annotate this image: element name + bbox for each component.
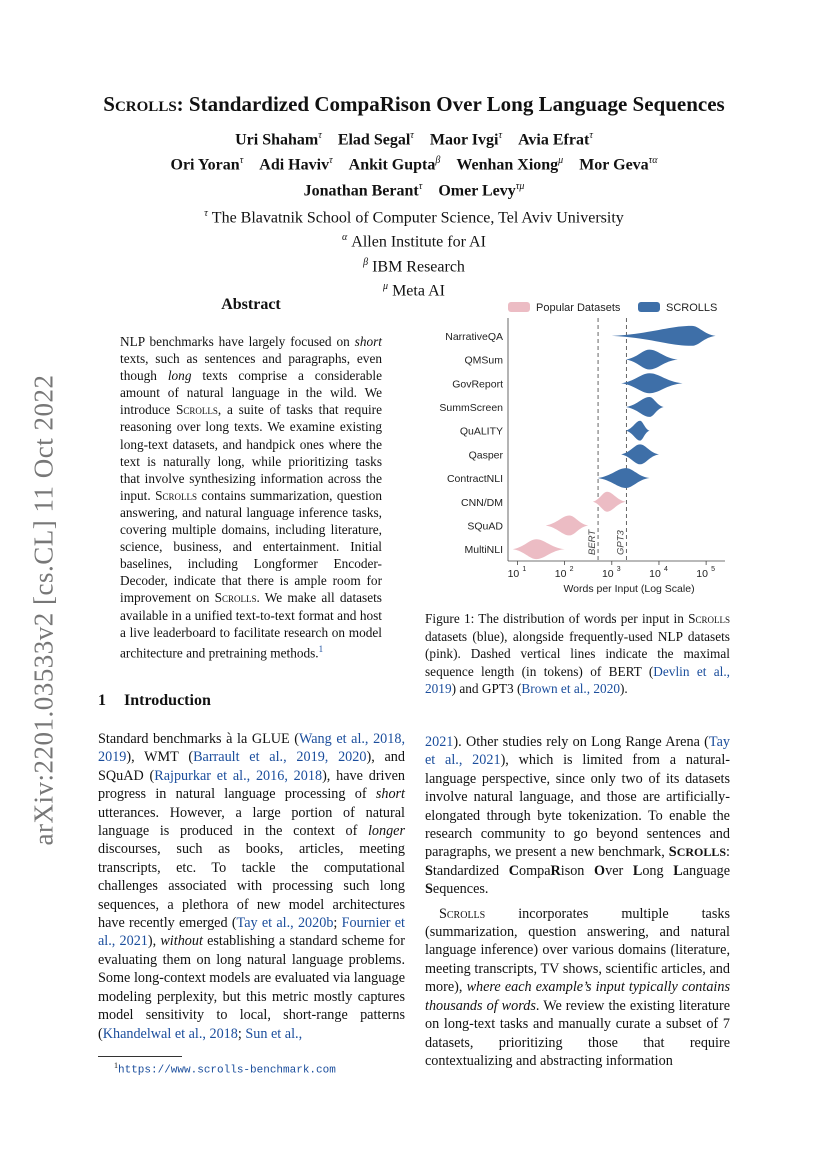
author-affiliation-mark: τ [589, 130, 593, 141]
citation-link[interactable]: Tay et al., 2021 [425, 734, 730, 769]
author-line-1 [60, 125, 768, 150]
citation-link[interactable]: Brown et al., 2020 [521, 681, 620, 697]
author-affiliation-mark: τ [318, 130, 322, 141]
violin-summscreen [626, 397, 664, 417]
body-text: ), [147, 933, 161, 950]
author: Wenhan Xiong [456, 156, 559, 174]
citation-link[interactable]: Tay et al., 2020b [236, 915, 334, 932]
body-text: equences. [432, 881, 489, 898]
abstract-text: , a suite of tasks that require reasoning over long texts. We examine existing long-text datasets, and handpick ones where the text is naturally long, while prioritizing tasks that involve synthesizing information across the input. [120, 402, 382, 503]
legend-swatch-scrolls [638, 302, 660, 312]
citation-link[interactable]: Barrault et al., 2019, 2020 [193, 749, 367, 766]
y-tick-label: ContractNLI [446, 473, 503, 486]
violin-quality [626, 421, 650, 441]
plot-area [439, 318, 725, 580]
y-tick-label: GovReport [452, 378, 503, 391]
section-title: Introduction [124, 692, 211, 709]
footnote-mark: 1 [114, 1061, 118, 1070]
caption-text: The distribution of words per input in [474, 611, 689, 626]
affiliation-name: Allen Institute for AI [351, 233, 486, 251]
author-line-2 [60, 150, 768, 175]
body-text: ong [642, 862, 674, 879]
x-tick-exponent: 1 [522, 566, 527, 573]
body-emphasis: longer [367, 823, 405, 840]
body-text: anguage [682, 862, 731, 879]
citation-link[interactable]: Rajpurkar et al., 2016, 2018 [154, 767, 323, 784]
x-tick-exponent: 2 [569, 566, 574, 573]
x-tick-label: 10 [696, 568, 708, 580]
section-number: 1 [98, 692, 106, 709]
y-tick-label: NarrativeQA [445, 330, 503, 343]
author-line-3 [60, 176, 768, 201]
body-text: ver [605, 862, 633, 879]
author: Ankit Gupta [348, 156, 436, 174]
body-text: incorporates multiple tasks (summarization, question answering, and natural language inference) over various domains (literature, meeting transcripts, TV shows, scientific articles, and more), [425, 905, 730, 996]
author-affiliation-mark: τα [648, 155, 658, 167]
citation-link[interactable]: 2021 [425, 734, 454, 750]
affiliation [60, 253, 768, 277]
author-affiliation-mark: τ [239, 155, 244, 167]
footnote-link[interactable]: 1 [318, 643, 324, 654]
abstract-text: NLP benchmarks have largely focused on [120, 334, 355, 349]
body-text: ; [237, 1025, 246, 1042]
intro-column-right [425, 733, 730, 1070]
abstract-emphasis: long [167, 368, 192, 384]
caption-text: ). [620, 681, 628, 697]
paragraph [425, 733, 730, 899]
body-text: ison [560, 862, 595, 879]
footnote-rule [98, 1056, 182, 1057]
arxiv-identifier: arXiv:2201.03533v2 [cs.CL] 11 Oct 2022 [28, 374, 59, 846]
abstract-body [120, 333, 382, 661]
legend-swatch-popular [508, 302, 530, 312]
body-text: ), have driven progress in natural language processing of [98, 767, 405, 803]
scrolls-name: Scrolls [688, 611, 731, 626]
affiliation-name: The Blavatnik School of Computer Science, Tel Aviv University [211, 209, 624, 227]
violin-contractnli [598, 468, 650, 488]
body-emphasis: short [375, 786, 405, 803]
author: Elad Segal [337, 131, 411, 149]
reference-label-bert: BERT [587, 529, 599, 555]
body-text: ). Other studies rely on Long Range Arena ( [453, 734, 709, 750]
body-text: ), WMT ( [126, 749, 194, 766]
acronym-letter: L [673, 862, 683, 879]
scrolls-name: Scrolls [155, 487, 197, 503]
legend-label-popular: Popular Datasets [536, 302, 621, 314]
author: Jonathan Berant [303, 181, 419, 199]
affiliation-list [60, 204, 768, 301]
y-tick-label: CNN/DM [461, 496, 503, 509]
arxiv-sidebar [14, 360, 74, 860]
violin-multinli [513, 539, 565, 559]
body-text: establishing a standard scheme for evaluating them on long natural language problems. Some long-context models are evaluated via language modeling perplexity, but this metric mostly captures model sensitivity to local, short-range patterns ( [98, 933, 405, 1042]
abstract-emphasis: short [354, 334, 382, 349]
author: Mor Geva [579, 156, 649, 174]
author: Omer Levy [438, 181, 516, 199]
paragraph [425, 905, 730, 1071]
affiliation-mark: τ [204, 208, 208, 219]
author-affiliation-mark: τ [498, 130, 503, 141]
abstract-text: contains summarization, question answering, and natural language inference tasks, covering multiple domains, including literature, science, business, and entertainment. Initial baselines, including Longformer Encoder-Decoder, indicate that there is ample room for improvement on [120, 487, 382, 606]
body-text: ; [333, 915, 342, 932]
citation-link[interactable]: Sun et al., [245, 1025, 303, 1042]
violin-govreport [621, 373, 682, 393]
acronym-letter: O [594, 862, 606, 879]
caption-text: datasets (blue), alongside frequently-used NLP datasets (pink). Dashed vertical lines indicate the maximal sequence length (in tokens) of BERT ( [425, 628, 730, 679]
legend-label-scrolls: SCROLLS [666, 302, 718, 314]
affiliation [60, 204, 768, 228]
x-tick-exponent: 5 [711, 566, 716, 573]
acronym-letter: R [550, 862, 561, 879]
x-tick-label: 10 [649, 568, 661, 580]
author: Adi Haviv [259, 156, 330, 174]
intro-column-left [98, 730, 405, 1043]
x-axis-label: Words per Input (Log Scale) [563, 583, 695, 595]
footnote [114, 1061, 336, 1077]
body-text: : [726, 844, 730, 861]
abstract-text: texts comprise a considerable amount of natural language in the wild. We introduce [120, 368, 383, 418]
body-text: utterances. However, a large portion of natural language is produced in the context of [98, 804, 405, 840]
body-text: ompa [518, 862, 551, 879]
caption-label: Figure 1: [425, 611, 475, 626]
violin-qmsum [626, 350, 678, 370]
scrolls-name: Scrolls [175, 402, 218, 418]
x-tick-label: 10 [601, 568, 614, 580]
title-scrolls: Scrolls [103, 92, 177, 116]
footnote-url-link[interactable]: https://www.scrolls-benchmark.com [118, 1064, 336, 1077]
author: Maor Ivgi [429, 131, 499, 149]
paper-title [60, 92, 768, 117]
figure-1 [420, 293, 740, 598]
author-affiliation-mark: τμ [515, 180, 525, 192]
abstract-text: . We make all datasets available in a unified text-to-text format and host a live leaderboard to facilitate research on model architecture and pretraining methods. [120, 590, 382, 661]
violin-squad [546, 515, 588, 535]
scrolls-name: Scrolls [214, 590, 257, 606]
author-affiliation-mark: τ [410, 130, 414, 141]
acronym-letter: L [632, 862, 643, 879]
figure-caption [425, 610, 730, 698]
author-affiliation-mark: τ [329, 155, 333, 167]
y-tick-label: SQuAD [467, 520, 503, 533]
body-text: tandardized [432, 862, 509, 879]
acronym-letter: C [508, 862, 519, 879]
abstract-text: texts, such as sentences and paragraphs, even though [120, 351, 382, 384]
y-tick-label: Qasper [468, 449, 503, 462]
citation-link[interactable]: Khandelwal et al., 2018 [102, 1025, 238, 1042]
affiliation [60, 228, 768, 252]
section-heading [98, 692, 211, 710]
affiliation-mark: α [342, 232, 348, 244]
acronym-rest: CROLLS [676, 845, 727, 860]
acronym-letter: S [425, 881, 433, 898]
y-tick-label: QMSum [464, 354, 503, 367]
x-tick-label: 10 [507, 568, 520, 580]
body-emphasis: without [160, 933, 203, 950]
body-text: . We review the existing literature on long-text tasks and manually curate a subset of 7 datasets, prioritizing those that require contextualizing and abstracting information [425, 997, 731, 1069]
author-affiliation-mark: τ [418, 180, 423, 192]
body-emphasis: where each example’s input typically contains thousands of words [425, 979, 730, 1014]
y-tick-label: SummScreen [439, 401, 503, 414]
author-list [60, 125, 768, 201]
affiliation-name: IBM Research [372, 257, 465, 275]
violin-chart [420, 293, 740, 598]
body-text: Standard benchmarks à la GLUE ( [98, 731, 299, 747]
x-tick-label: 10 [554, 568, 567, 580]
x-tick-exponent: 3 [616, 566, 621, 573]
x-tick-exponent: 4 [663, 566, 668, 573]
violin-narrativeqa [612, 326, 716, 346]
citation-link[interactable]: Wang et al., 2018, 2019 [98, 731, 405, 766]
caption-text: ) and GPT3 ( [451, 681, 522, 697]
author: Uri Shaham [235, 131, 319, 149]
author: Avia Efrat [518, 131, 590, 149]
affiliation-mark: β [363, 256, 369, 268]
reference-label-gpt3: GPT3 [615, 530, 627, 555]
affiliation-name: Meta AI [392, 282, 445, 300]
citation-link[interactable]: Devlin et al., 2019 [425, 663, 730, 697]
abstract-heading: Abstract [221, 296, 281, 313]
author-affiliation-mark: β [435, 155, 441, 167]
y-tick-label: QuALITY [459, 425, 503, 438]
author: Ori Yoran [170, 156, 240, 174]
scrolls-name: Scrolls [439, 905, 486, 922]
title-rest: : Standardized CompaRison Over Long Language Sequences [176, 92, 725, 116]
body-text: ), which is limited from a natural-language perspective, since only two of its datasets involve natural language, and those are artificially-elongated through byte tokenization. To enable the research community to go beyond sentences and paragraphs, we present a new benchmark, [425, 752, 730, 861]
y-tick-label: MultiNLI [464, 544, 503, 557]
citation-link[interactable]: Fournier et al., 2021 [98, 915, 405, 950]
chart-legend [508, 302, 717, 314]
author-affiliation-mark: μ [558, 155, 564, 167]
acronym-letter: S [425, 862, 433, 879]
affiliation-mark: μ [383, 280, 389, 292]
body-text: ), and SQuAD ( [98, 749, 405, 784]
body-text: discourses, such as books, articles, meeting transcripts, etc. To tackle the computational challenges associated with processing such long sequences, a plethora of new model architectures have recently emerged ( [98, 841, 405, 932]
acronym-letter: S [668, 844, 677, 861]
